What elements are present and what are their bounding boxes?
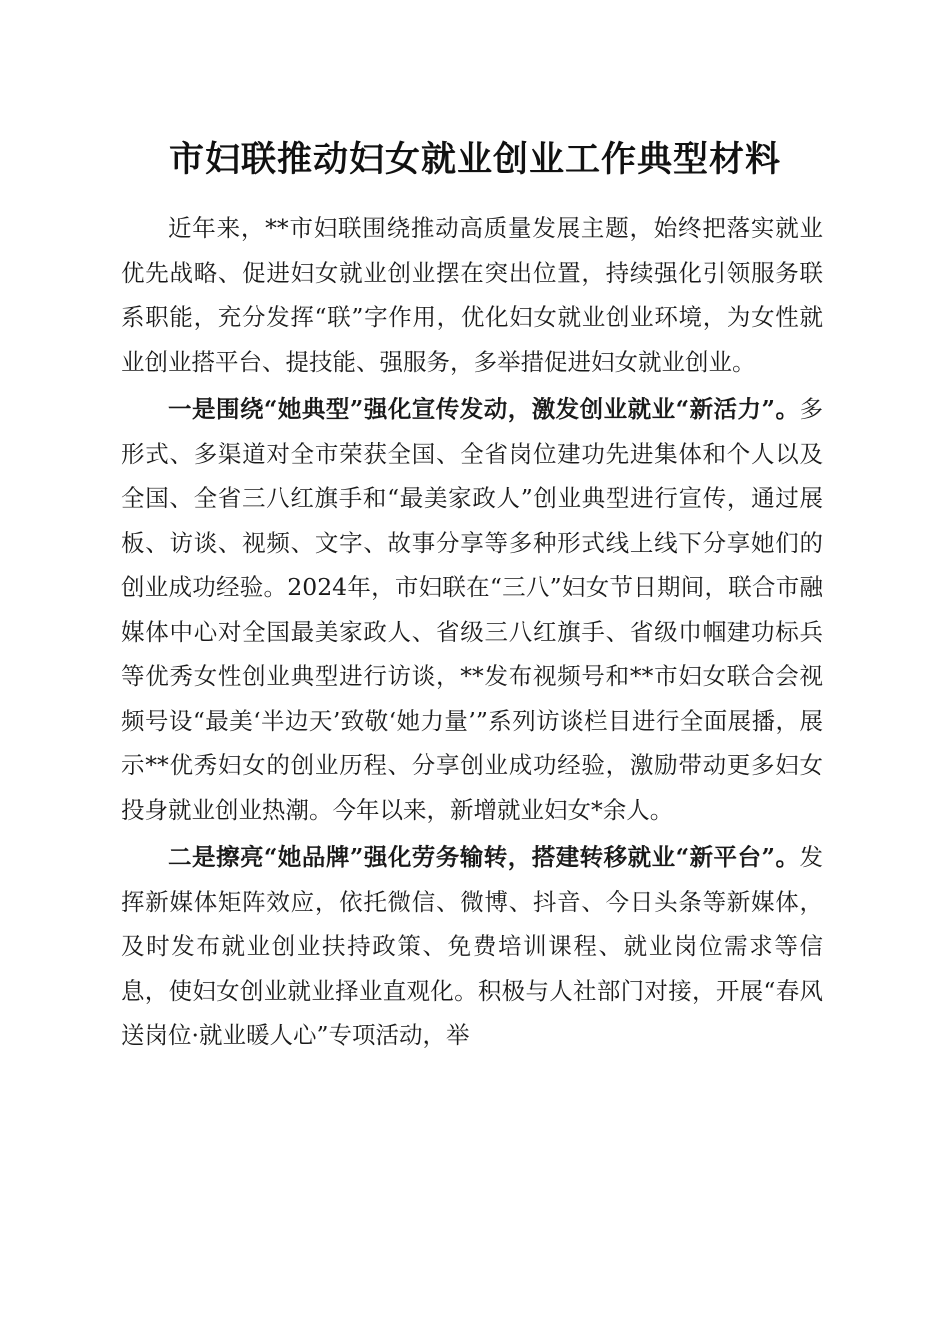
paragraph-text: 发挥新媒体矩阵效应，依托微信、微博、抖音、今日头条等新媒体，及时发布就业创业扶持政策、免费培训课程、就业岗位需求等信息，使妇女创业就业择业直观化。积极与人社部门对接，开展“春风送岗位·就业暖人心”专项活动，举: [121, 843, 823, 1049]
paragraph-text: 近年来，**市妇联围绕推动高质量发展主题，始终把落实就业优先战略、促进妇女就业创业摆在突出位置，持续强化引领服务联系职能，充分发挥“联”字作用，优化妇女就业创业环境，为女性就业创业搭平台、提技能、强服务，多举措促进妇女就业创业。: [121, 214, 823, 376]
paragraph-lead: 二是擦亮“她品牌”强化劳务输转，搭建转移就业“新平台”。: [168, 843, 800, 871]
paragraph-section-2: [121, 835, 823, 1058]
paragraph-section-1: [121, 387, 823, 832]
document-title: 市妇联推动妇女就业创业工作典型材料: [168, 139, 781, 180]
paragraph-lead: 一是围绕“她典型”强化宣传发动，激发创业就业“新活力”。: [168, 395, 800, 423]
document-body: [121, 206, 823, 1058]
paragraph-text: 多形式、多渠道对全市荣获全国、全省岗位建功先进集体和个人以及全国、全省三八红旗手和“最美家政人”创业典型进行宣传，通过展板、访谈、视频、文字、故事分享等多种形式线上线下分享她们的创业成功经验。2024年，市妇联在“三八”妇女节日期间，联合市融媒体中心对全国最美家政人、省级三八红旗手、省级巾帼建功标兵等优秀女性创业典型进行访谈，**发布视频号和**市妇女联合会视频号设“最美‘半边天’致敬‘她力量’”系列访谈栏目进行全面展播，展示**优秀妇女的创业历程、分享创业成功经验，激励带动更多妇女投身就业创业热潮。今年以来，新增就业妇女*余人。: [121, 395, 823, 824]
paragraph-intro: [121, 206, 823, 384]
